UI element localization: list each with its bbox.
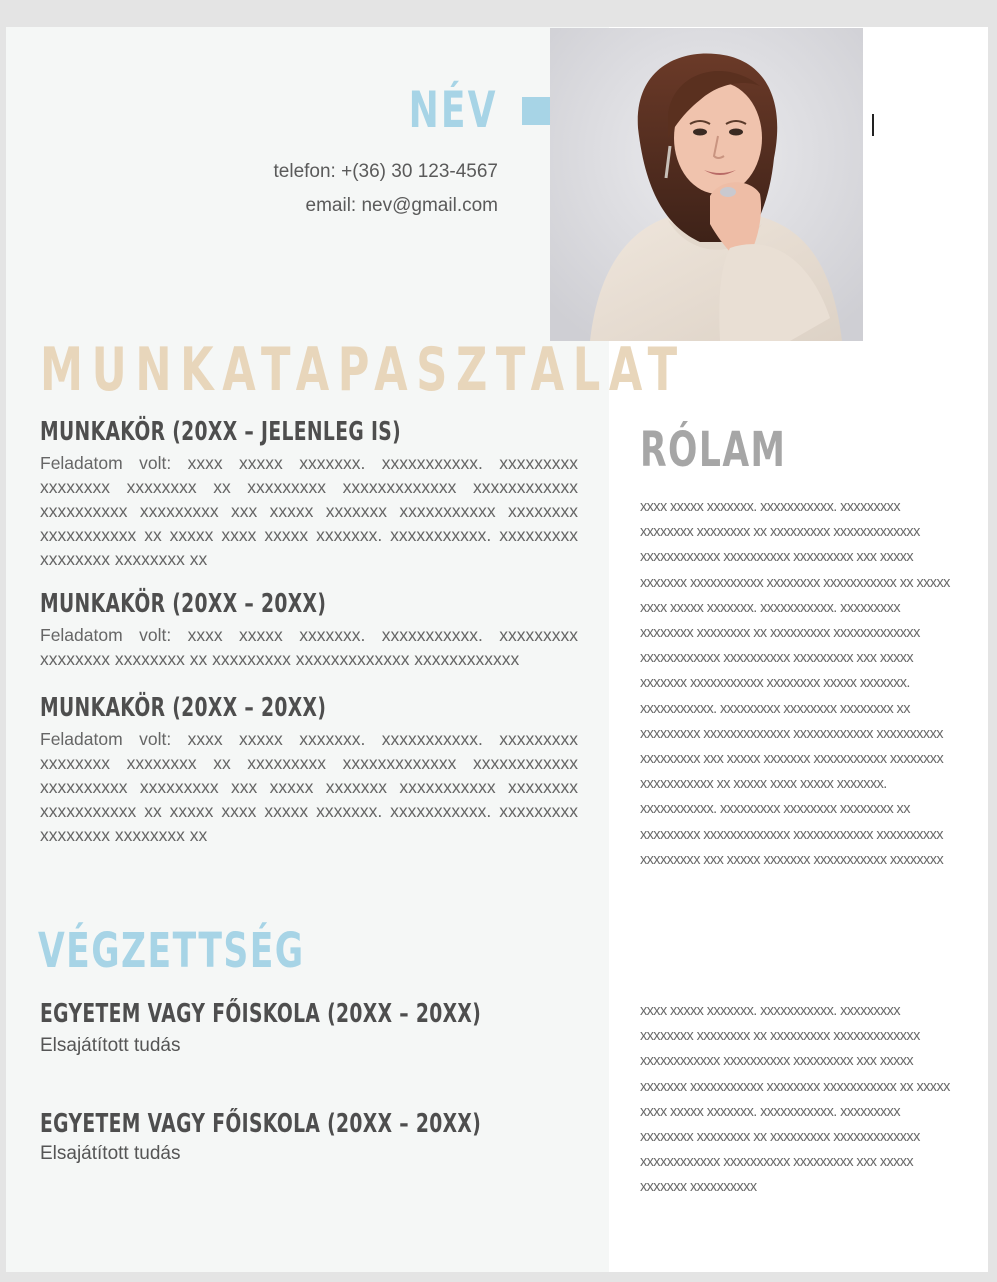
job-description: Feladatom volt: xxxx xxxxx xxxxxxx. xxxxxxxxxxx. xxxxxxxxx xxxxxxxx xxxxxxxx xx xxxxxxxxx xxxxxxxxxxxxx xxxxxxxxxxxx xxxxxxxxxx xxxxxxxxx xxx xxxxx xxxxxxx xxxxxxxxxxx xxxxxxxx xxxxxxxxxxx xx xxxxx xxxx xxxxx xxxxxxx. xxxxxxxxxxx. xxxxxxxxx xxxxxxxx xxxxxxxx xx (40, 453, 578, 569)
education-title: EGYETEM VAGY FŐISKOLA (20XX – 20XX) (40, 1109, 482, 1139)
education-title: EGYETEM VAGY FŐISKOLA (20XX – 20XX) (40, 999, 482, 1029)
job-description: Feladatom volt: xxxx xxxxx xxxxxxx. xxxxxxxxxxx. xxxxxxxxx xxxxxxxx xxxxxxxx xx xxxxxxxxx xxxxxxxxxxxxx xxxxxxxxxxxx (40, 625, 578, 669)
name-accent-bar (522, 97, 552, 125)
name-text: NÉV (408, 81, 498, 139)
education-section-title: VÉGZETTSÉG (38, 923, 305, 979)
job-description: Feladatom volt: xxxx xxxxx xxxxxxx. xxxxxxxxxxx. xxxxxxxxx xxxxxxxx xxxxxxxx xx xxxxxxxxx xxxxxxxxxxxxx xxxxxxxxxxxx xxxxxxxxxx xxxxxxxxx xxx xxxxx xxxxxxx xxxxxxxxxxx xxxxxxxx xxxxxxxxxxx xx xxxxx xxxx xxxxx xxxxxxx. xxxxxxxxxxx. xxxxxxxxx xxxxxxxx xxxxxxxx xx (40, 729, 578, 845)
name-heading (374, 81, 498, 139)
job-title: MUNKAKÖR (20XX – 20XX) (40, 693, 327, 723)
about-section-title: RÓLAM (640, 422, 787, 478)
portrait-illustration (550, 28, 863, 341)
email-text: email: nev@gmail.com (305, 195, 498, 216)
about-paragraph: xxxx xxxxx xxxxxxx. xxxxxxxxxxx. xxxxxxxxx xxxxxxxx xxxxxxxx xx xxxxxxxxx xxxxxxxxxxxxx xxxxxxxxxxxx xxxxxxxxxx xxxxxxxxx xxx xxxxx xxxxxxx xxxxxxxxxxx xxxxxxxx xxxxxxxxxxx xx xxxxx xxxx xxxxx xxxxxxx. xxxxxxxxxxx. xxxxxxxxx xxxxxxxx xxxxxxxx xx xxxxxxxxx xxxxxxxxxxxxx xxxxxxxxxxxx xxxxxxxxxx xxxxxxxxx xxx xxxxx xxxxxxx xxxxxxxxxxx xxxxxxxx xxxxx xxxxxxx. xxxxxxxxxxx. xxxxxxxxx xxxxxxxx xxxxxxxx xx xxxxxxxxx xxxxxxxxxxxxx xxxxxxxxxxxx xxxxxxxxxx xxxxxxxxx xxx xxxxx xxxxxxx xxxxxxxxxxx xxxxxxxx xxxxxxxxxxx xx xxxxx xxxx xxxxx xxxxxxx. xxxxxxxxxxx. xxxxxxxxx xxxxxxxx xxxxxxxx xx xxxxxxxxx xxxxxxxxxxxxx xxxxxxxxxxxx xxxxxxxxxx xxxxxxxxx xxx xxxxx xxxxxxx xxxxxxxxxxx xxxxxxxx (640, 499, 950, 868)
job-title: MUNKAKÖR (20XX – JELENLEG IS) (40, 417, 402, 447)
education-description: Elsajátított tudás (40, 1143, 181, 1164)
work-section-title: MUNKATAPASZTALAT (40, 335, 686, 405)
education-description: Elsajátított tudás (40, 1035, 181, 1056)
resume-page (6, 27, 988, 1272)
job-title: MUNKAKÖR (20XX – 20XX) (40, 589, 327, 619)
portrait-photo (550, 28, 863, 341)
about-paragraph: xxxx xxxxx xxxxxxx. xxxxxxxxxxx. xxxxxxxxx xxxxxxxx xxxxxxxx xx xxxxxxxxx xxxxxxxxxxxxx xxxxxxxxxxxx xxxxxxxxxx xxxxxxxxx xxx xxxxx xxxxxxx xxxxxxxxxxx xxxxxxxx xxxxxxxxxxx xx xxxxx xxxx xxxxx xxxxxxx. xxxxxxxxxxx. xxxxxxxxx xxxxxxxx xxxxxxxx xx xxxxxxxxx xxxxxxxxxxxxx xxxxxxxxxxxx xxxxxxxxxx xxxxxxxxx xxx xxxxx xxxxxxx xxxxxxxxxx (640, 1003, 950, 1196)
text-cursor (872, 114, 874, 136)
phone-text: telefon: +(36) 30 123-4567 (273, 161, 498, 182)
